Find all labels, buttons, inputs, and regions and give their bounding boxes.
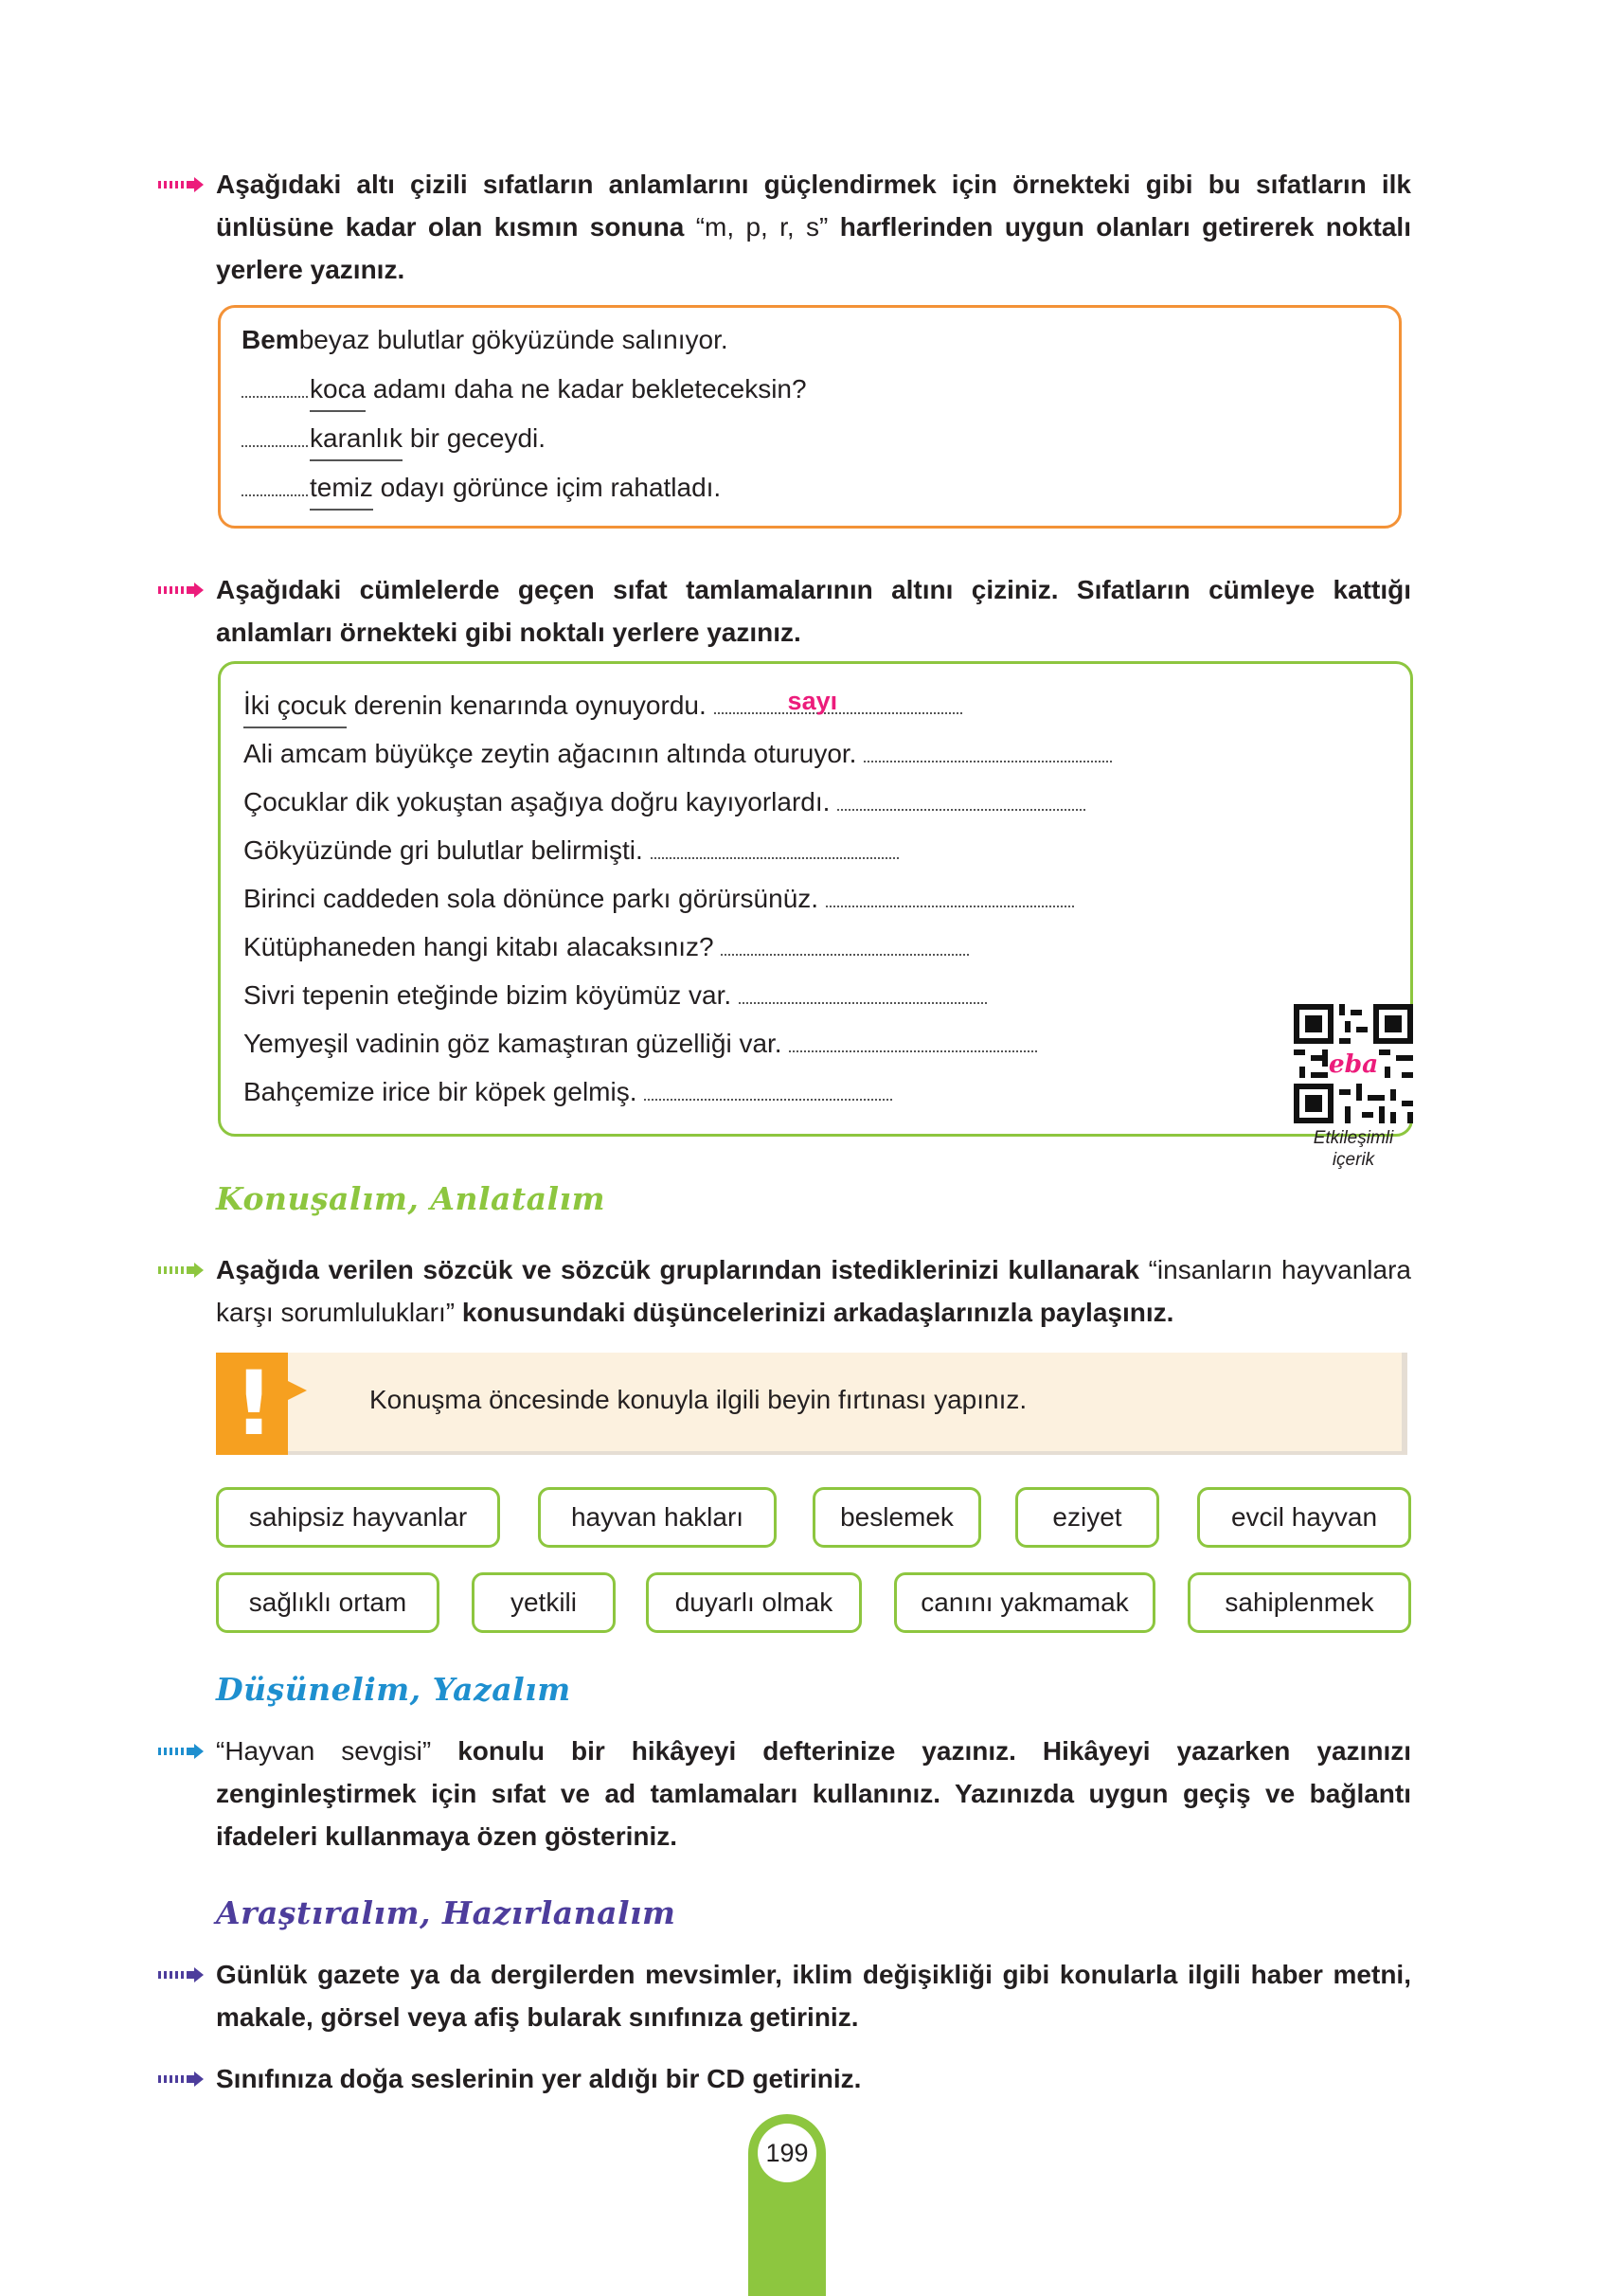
speaking-instruction-a: Aşağıda verilen sözcük ve sözcük gruplarından istediklerinizi kullanarak	[216, 1255, 1149, 1284]
answer-field[interactable]	[651, 833, 899, 859]
underlined-adjective: karanlık	[310, 420, 403, 461]
word-chip: duyarlı olmak	[646, 1572, 862, 1633]
answer-field[interactable]	[837, 784, 1085, 811]
section-title-writing: Düşünelim, Yazalım	[216, 1671, 571, 1708]
speaking-instruction-quote: “insanların hayvanlara karşı sorumlulukları”	[216, 1255, 1411, 1327]
sentence-row	[243, 735, 1114, 773]
sentence-text: Kütüphaneden hangi kitabı alacaksınız?	[243, 932, 714, 961]
section-title-speaking: Konuşalım, Anlatalım	[216, 1180, 606, 1217]
word-chip: evcil hayvan	[1197, 1487, 1411, 1548]
sentence-row	[243, 832, 901, 870]
underlined-adjective: koca	[310, 370, 366, 412]
arrow-bullet-icon	[158, 2072, 215, 2087]
arrow-bullet-icon	[158, 177, 215, 192]
task1-instruction-quote: “m, p, r, s”	[695, 212, 829, 242]
answer-field[interactable]	[739, 978, 987, 1004]
word-chip: hayvan hakları	[538, 1487, 777, 1548]
word-chip: sağlıklı ortam	[216, 1572, 439, 1633]
example-answer: sayı	[787, 687, 838, 715]
blank-field[interactable]	[242, 421, 308, 447]
example-box	[218, 305, 1402, 529]
example-bold: Bem	[242, 325, 299, 354]
research-item-2-text: Sınıfınıza doğa seslerinin yer aldığı bir CD getiriniz.	[216, 2064, 862, 2093]
sentence-box	[218, 661, 1413, 1137]
sentence-text: derenin kenarında oynuyordu.	[346, 691, 707, 720]
answer-field[interactable]	[789, 1026, 1037, 1052]
blank-field[interactable]	[242, 470, 308, 496]
fill-item-2	[242, 420, 546, 461]
word-chip: sahipsiz hayvanlar	[216, 1487, 500, 1548]
arrow-bullet-icon	[158, 583, 215, 598]
qr-label-line-2: içerik	[1332, 1150, 1375, 1170]
word-chip: beslemek	[813, 1487, 981, 1548]
word-chip: canını yakmamak	[894, 1572, 1155, 1633]
task1-instruction-a: Aşağıdaki altı çizili sıfatların anlamlarını güçlendirmek için örnekteki gibi bu sıfatların ilk ünlüsüne kadar olan kısmın sonuna	[216, 170, 1411, 242]
task2-instruction-text: Aşağıdaki cümlelerde geçen sıfat tamlamalarının altını çiziniz. Sıfatların cümleye kattığı anlamları örnekteki gibi noktalı yerlere yazınız.	[216, 575, 1411, 647]
answer-field[interactable]	[721, 929, 969, 956]
sentence-text: Gökyüzünde gri bulutlar belirmişti.	[243, 835, 643, 865]
sentence-text: Bahçemize irice bir köpek gelmiş.	[243, 1077, 637, 1106]
fill-item-3	[242, 469, 721, 511]
answer-field[interactable]	[864, 736, 1112, 762]
research-item-1-text: Günlük gazete ya da dergilerden mevsimler, iklim değişikliği gibi konularla ilgili haber metni, makale, görsel veya afiş bularak sınıfınıza getiriniz.	[216, 1960, 1411, 2032]
word-chip: eziyet	[1015, 1487, 1159, 1548]
qr-logo: eba	[1328, 1049, 1379, 1079]
warning-symbol: !	[233, 1353, 275, 1455]
sentence-row	[243, 880, 1076, 918]
speaking-instruction-b: konusundaki düşüncelerinizi arkadaşlarınızla paylaşınız.	[455, 1298, 1174, 1327]
fill-item-rest: adamı daha ne kadar bekleteceksin?	[366, 374, 807, 404]
arrow-bullet-icon	[158, 1967, 215, 1982]
sentence-row	[243, 977, 989, 1014]
qr-code-icon[interactable]	[1294, 1004, 1413, 1123]
sentence-text: Birinci caddeden sola dönünce parkı görürsünüz.	[243, 884, 819, 913]
sentence-text: Sivri tepenin eteğinde bizim köyümüz var.	[243, 980, 732, 1010]
section-title-research: Araştıralım, Hazırlanalım	[216, 1894, 676, 1931]
answer-field[interactable]	[644, 1074, 892, 1101]
sentence-row	[243, 928, 971, 966]
answer-field[interactable]	[714, 688, 962, 714]
warning-text: Konuşma öncesinde konuyla ilgili beyin fırtınası yapınız.	[369, 1385, 1028, 1414]
task1-instruction-b: harflerinden uygun olanları getirerek noktalı yerlere yazınız.	[216, 212, 1411, 284]
sentence-text: Yemyeşil vadinin göz kamaştıran güzelliği var.	[243, 1029, 782, 1058]
writing-quote: “Hayvan sevgisi”	[216, 1736, 432, 1766]
sentence-text: Çocuklar dik yokuştan aşağıya doğru kayıyorlardı.	[243, 787, 831, 816]
underlined-phrase: İki çocuk	[243, 687, 347, 728]
underlined-adjective: temiz	[310, 469, 373, 511]
exclamation-icon	[216, 1353, 318, 1455]
blank-field[interactable]	[242, 371, 308, 398]
word-chip: sahiplenmek	[1188, 1572, 1411, 1633]
writing-instruction-text: konulu bir hikâyeyi defterinize yazınız. Hikâyeyi yazarken yazınızı zenginleştirmek için sıfat ve ad tamlamaları kullanınız. Yazınızda uygun geçiş ve bağlantı ifadeleri kullanmaya özen gösteriniz.	[216, 1736, 1411, 1851]
page-number: 199	[758, 2124, 816, 2182]
sentence-row	[243, 783, 1087, 821]
arrow-bullet-icon	[158, 1263, 215, 1278]
arrow-bullet-icon	[158, 1744, 215, 1759]
example-rest: beyaz bulutlar gökyüzünde salınıyor.	[298, 325, 728, 354]
qr-label	[1294, 1127, 1413, 1171]
sentence-example	[243, 687, 964, 728]
fill-item-rest: bir geceydi.	[403, 423, 546, 453]
fill-item-1	[242, 370, 807, 412]
fill-item-rest: odayı görünce içim rahatladı.	[372, 473, 722, 502]
sentence-row	[243, 1073, 894, 1111]
sentence-text: Ali amcam büyükçe zeytin ağacının altında oturuyor.	[243, 739, 857, 768]
example-line	[242, 321, 728, 359]
answer-field[interactable]	[826, 881, 1074, 907]
qr-label-line-1: Etkileşimli	[1313, 1128, 1394, 1148]
word-chip: yetkili	[472, 1572, 616, 1633]
sentence-row	[243, 1025, 1039, 1063]
warning-panel	[216, 1353, 1407, 1455]
